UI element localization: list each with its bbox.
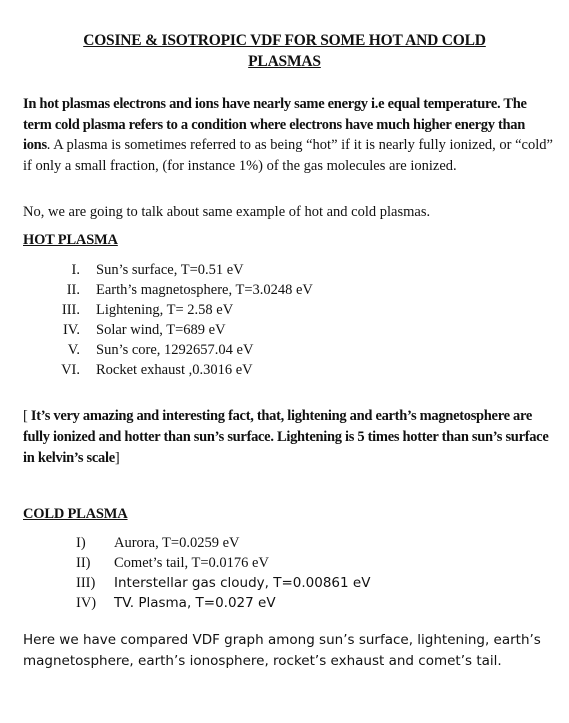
list-item: [76, 533, 370, 553]
list-item-number: II.: [66, 282, 80, 298]
title-line-2: PLASMAS: [248, 53, 321, 70]
list-item: [50, 280, 313, 300]
cold-plasma-heading: COLD PLASMA: [23, 506, 128, 522]
list-item: [50, 300, 313, 320]
list-item: [50, 260, 313, 280]
list-item-text: Rocket exhaust ,0.3016 eV: [96, 362, 253, 378]
list-item-number: III.: [61, 302, 80, 318]
list-item-text: Aurora, T=0.0259 eV: [114, 535, 240, 551]
cold-plasma-list: [76, 533, 370, 613]
intro-rest-text: . A plasma is sometimes referred to as being “hot” if it is nearly fully ionized, or “cold” if only a small fraction, (for instance 1%) of the gas molecules are ionized.: [23, 137, 553, 174]
list-item: [76, 573, 370, 593]
intro-paragraph: [23, 94, 553, 176]
list-item: [76, 553, 370, 573]
list-item-number: I): [76, 535, 86, 551]
hot-plasma-heading: HOT PLASMA: [23, 232, 118, 248]
list-item-text: Comet’s tail, T=0.0176 eV: [114, 555, 269, 571]
note-close-bracket: ]: [114, 450, 120, 466]
list-item-text: Interstellar gas cloudy, T=0.00861 eV: [114, 575, 371, 591]
page-title: [0, 30, 569, 72]
list-item-text: Lightening, T= 2.58 eV: [96, 302, 234, 318]
list-item-number: V.: [67, 342, 80, 358]
list-item-number: I.: [71, 262, 80, 278]
list-item-number: II): [76, 555, 91, 571]
list-item-text: Sun’s surface, T=0.51 eV: [96, 262, 244, 278]
list-item-text: TV. Plasma, T=0.027 eV: [114, 595, 276, 611]
note-paragraph: [23, 406, 553, 469]
intro-paragraph-2: No, we are going to talk about same example of hot and cold plasmas.: [23, 204, 431, 220]
note-text: It’s very amazing and interesting fact, that, lightening and earth’s magnetosphere are fully ionized and hotter than sun’s surface. Lightening is 5 times hotter than sun’s surface in kelvin’s scale: [23, 408, 549, 466]
hot-plasma-list: [50, 260, 313, 380]
list-item: [50, 320, 313, 340]
list-item: [50, 340, 313, 360]
list-item-number: VI.: [61, 362, 80, 378]
list-item-text: Earth’s magnetosphere, T=3.0248 eV: [96, 282, 313, 298]
list-item-text: Sun’s core, 1292657.04 eV: [96, 342, 254, 358]
closing-paragraph: Here we have compared VDF graph among sun’s surface, lightening, earth’s magnetosphere, earth’s ionosphere, rocket’s exhaust and comet’s tail.: [23, 632, 541, 669]
list-item-text: Solar wind, T=689 eV: [96, 322, 226, 338]
list-item: [50, 360, 313, 380]
list-item-number: III): [76, 575, 96, 591]
list-item-number: IV): [76, 595, 97, 611]
title-line-1: COSINE & ISOTROPIC VDF FOR SOME HOT AND COLD: [83, 32, 486, 49]
list-item: [76, 593, 370, 613]
note-open-bracket: [: [23, 408, 28, 424]
intro-bold-text: In hot plasmas electrons and ions have nearly same energy i.e equal temperature. The term cold plasma refers to a condition where electrons have much higher energy than ions: [23, 96, 527, 153]
list-item-number: IV.: [62, 322, 80, 338]
